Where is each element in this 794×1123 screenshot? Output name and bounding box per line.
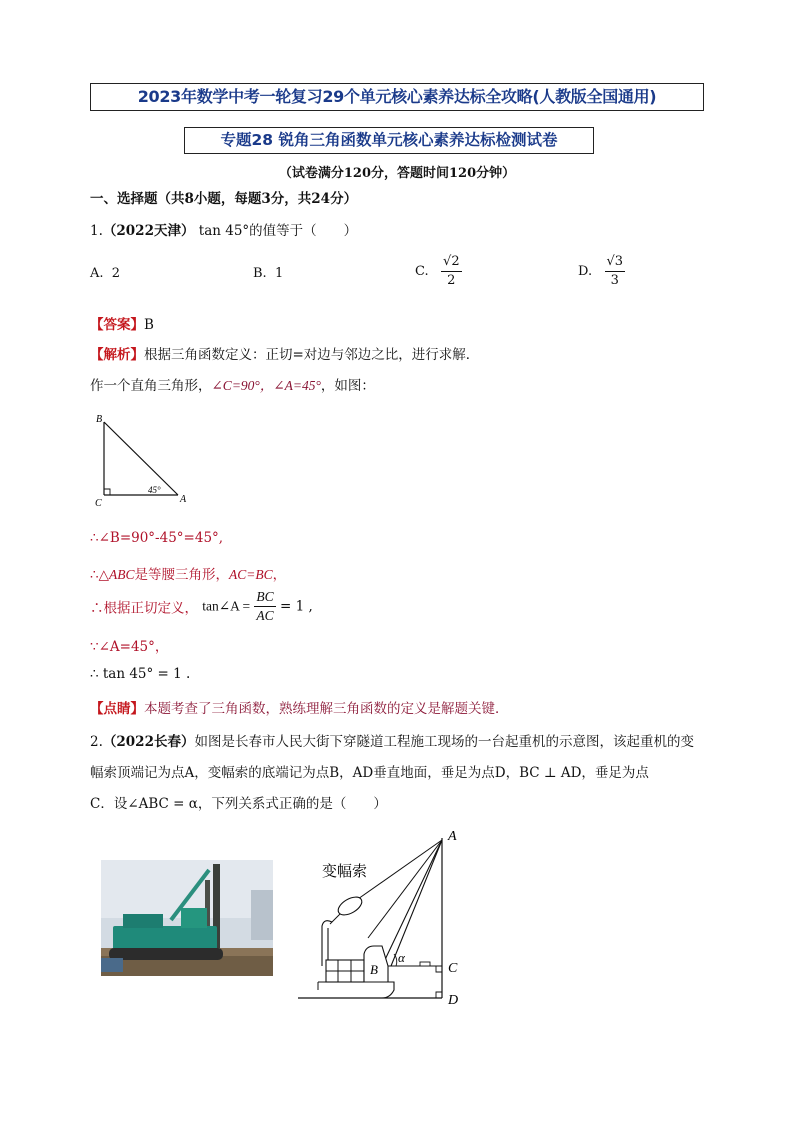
q1-step-4: ∵∠A=45°， [90, 639, 169, 655]
q1-construct: 作一个直角三角形，∠C=90°，∠A=45°，如图： [90, 378, 375, 394]
q1-analysis: 【解析】根据三角函数定义：正切=对边与邻边之比，进行求解． [90, 347, 480, 363]
section-heading: 一、选择题（共8小题，每题3分，共24分） [90, 191, 358, 207]
document-title: 2023年数学中考一轮复习29个单元核心素养达标全攻略(人教版全国通用) [90, 83, 704, 111]
q1-option-d: D. $\frac{√3}{3}$ [578, 254, 624, 288]
vertex-c-label: C [95, 498, 102, 509]
q1-tan-fraction: $\frac{BC}{AC}$ [256, 589, 274, 623]
q1-option-a: A. 2 [90, 266, 121, 281]
q2-line-3: C．设∠ABC = α，下列关系式正确的是（ ） [90, 796, 387, 812]
q1-source: （2022天津） [102, 223, 195, 239]
q2-crane-photo [101, 860, 273, 976]
side-ab [104, 422, 178, 495]
q1-step-5: ∴ tan 45° = 1 . [90, 666, 191, 682]
q1-expr: tan 45° [198, 223, 250, 239]
q1-option-b: B. 1 [253, 266, 284, 281]
exam-note: （试卷满分120分，答题时间120分钟） [278, 166, 516, 181]
q2-crane-diagram [296, 826, 471, 1008]
angle-label: 45° [148, 485, 161, 495]
q1-stem-tail: 的值等于（ ） [249, 223, 358, 239]
q2-line-2: 幅索顶端记为点A，变幅索的底端记为点B，AD垂直地面，垂足为点D，BC ⊥ AD，垂足为点 [90, 765, 649, 781]
q1-step-2: ∴△ABC是等腰三角形，AC=BC， [90, 567, 287, 583]
q1-option-c-fraction: $\frac{√2}{2}$ [443, 254, 460, 288]
angle-alpha-label: α [398, 950, 405, 965]
q2-line-1: 2.（2022长春）如图是长春市人民大街下穿隧道工程施工现场的一台起重机的示意图，该起重机的变 [90, 734, 694, 750]
q1-step-3: ∴根据正切定义， tan∠A = $\frac{BC}{AC}$ = 1 , [90, 589, 313, 623]
point-b-label: B [370, 962, 378, 977]
q1-option-c: C. $\frac{√2}{2}$ [415, 254, 460, 288]
q1-comment: 【点睛】本题考查了三角函数，熟练理解三角函数的定义是解题关键． [90, 701, 509, 717]
q1-stem [90, 219, 357, 239]
q1-option-d-fraction: $\frac{√3}{3}$ [606, 254, 624, 288]
vertex-b-label: B [96, 414, 103, 425]
vertex-a-label: A [180, 494, 187, 505]
q1-step-1: ∴∠B=90°-45°=45°, [90, 530, 224, 546]
q1-number: 1. [90, 223, 103, 239]
q1-answer: 【答案】B [90, 317, 154, 333]
point-d-label: D [448, 993, 459, 1008]
point-c-label: C [448, 961, 458, 976]
point-a-label: A [448, 829, 457, 844]
right-angle-mark [104, 489, 110, 495]
q1-triangle-figure [90, 410, 200, 510]
document-subtitle: 专题28 锐角三角函数单元核心素养达标检测试卷 [184, 127, 594, 154]
luffing-cable-label: 变幅索 [322, 862, 368, 880]
